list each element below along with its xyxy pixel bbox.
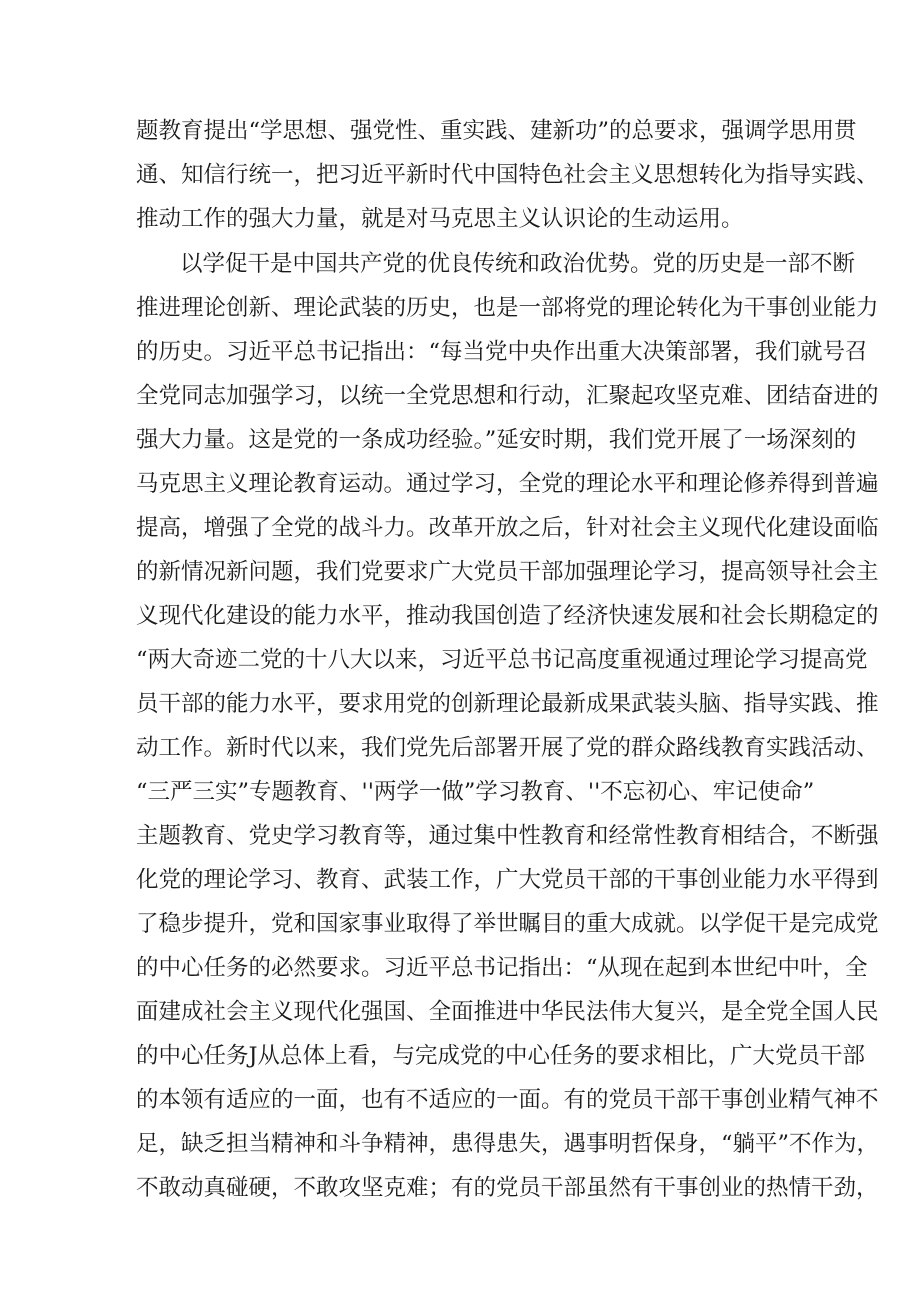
- text-line: 足，缺乏担当精神和斗争精神，患得患失，遇事明哲保身，“躺平”不作为，: [136, 1131, 880, 1157]
- text-line: 马克思主义理论教育运动。通过学习，全党的理论水平和理论修养得到普遍: [136, 471, 879, 497]
- text-line: 了稳步提升，党和国家事业取得了举世瞩目的重大成就。以学促干是完成党: [136, 911, 879, 937]
- text-line: 全党同志加强学习，以统一全党思想和行动，汇聚起攻坚克难、团结奋进的: [136, 383, 879, 409]
- text-line: 强大力量。这是党的一条成功经验。”延安时期，我们党开展了一场深刻的: [136, 427, 857, 453]
- text-line: 的历史。习近平总书记指出：“每当党中央作出重大决策部署，我们就号召: [136, 339, 868, 365]
- text-line: 员干部的能力水平，要求用党的创新理论最新成果武装头脑、指导实践、推: [136, 691, 879, 717]
- text-line: “两大奇迹二党的十八大以来，习近平总书记高度重视通过理论学习提高党: [136, 647, 868, 673]
- text-line: 主题教育、党史学习教育等，通过集中性教育和经常性教育相结合，不断强: [136, 823, 879, 849]
- text-line: 不敢动真碰硬，不敢攻坚克难；有的党员干部虽然有干事创业的热情干劲，: [136, 1175, 879, 1201]
- text-line: 的中心任务的必然要求。习近平总书记指出：“从现在起到本世纪中叶，全: [136, 955, 868, 981]
- text-line: “三严三实”专题教育、''两学一做”学习教育、''不忘初心、牢记使命”: [136, 779, 815, 805]
- text-line: 提高，增强了全党的战斗力。改革开放之后，针对社会主义现代化建设面临: [136, 515, 879, 541]
- paragraph-first-line: 以学促干是中国共产党的优良传统和政治优势。党的历史是一部不断: [180, 251, 856, 277]
- text-line: 化党的理论学习、教育、武装工作，广大党员干部的干事创业能力水平得到: [136, 867, 879, 893]
- text-line: 的新情况新问题，我们党要求广大党员干部加强理论学习，提高领导社会主: [136, 559, 879, 585]
- text-line: 题教育提出“学思想、强党性、重实践、建新功”的总要求，强调学思用贯: [136, 118, 857, 144]
- text-line: 推动工作的强大力量，就是对马克思主义认识论的生动运用。: [136, 206, 744, 232]
- text-line: 义现代化建设的能力水平，推动我国创造了经济快速发展和社会长期稳定的: [136, 603, 879, 629]
- text-line: 动工作。新时代以来，我们党先后部署开展了党的群众路线教育实践活动、: [136, 735, 879, 761]
- text-line: 推进理论创新、理论武装的历史，也是一部将党的理论转化为干事创业能力: [136, 295, 879, 321]
- text-line: 的本领有适应的一面，也有不适应的一面。有的党员干部干事创业精气神不: [136, 1087, 879, 1113]
- text-line: 面建成社会主义现代化强国、全面推进中华民法伟大复兴，是全党全国人民: [136, 999, 879, 1025]
- text-line: 的中心任务J从总体上看，与完成党的中心任务的要求相比，广大党员干部: [136, 1043, 866, 1069]
- text-line: 通、知信行统一，把习近平新时代中国特色社会主义思想转化为指导实践、: [136, 162, 879, 188]
